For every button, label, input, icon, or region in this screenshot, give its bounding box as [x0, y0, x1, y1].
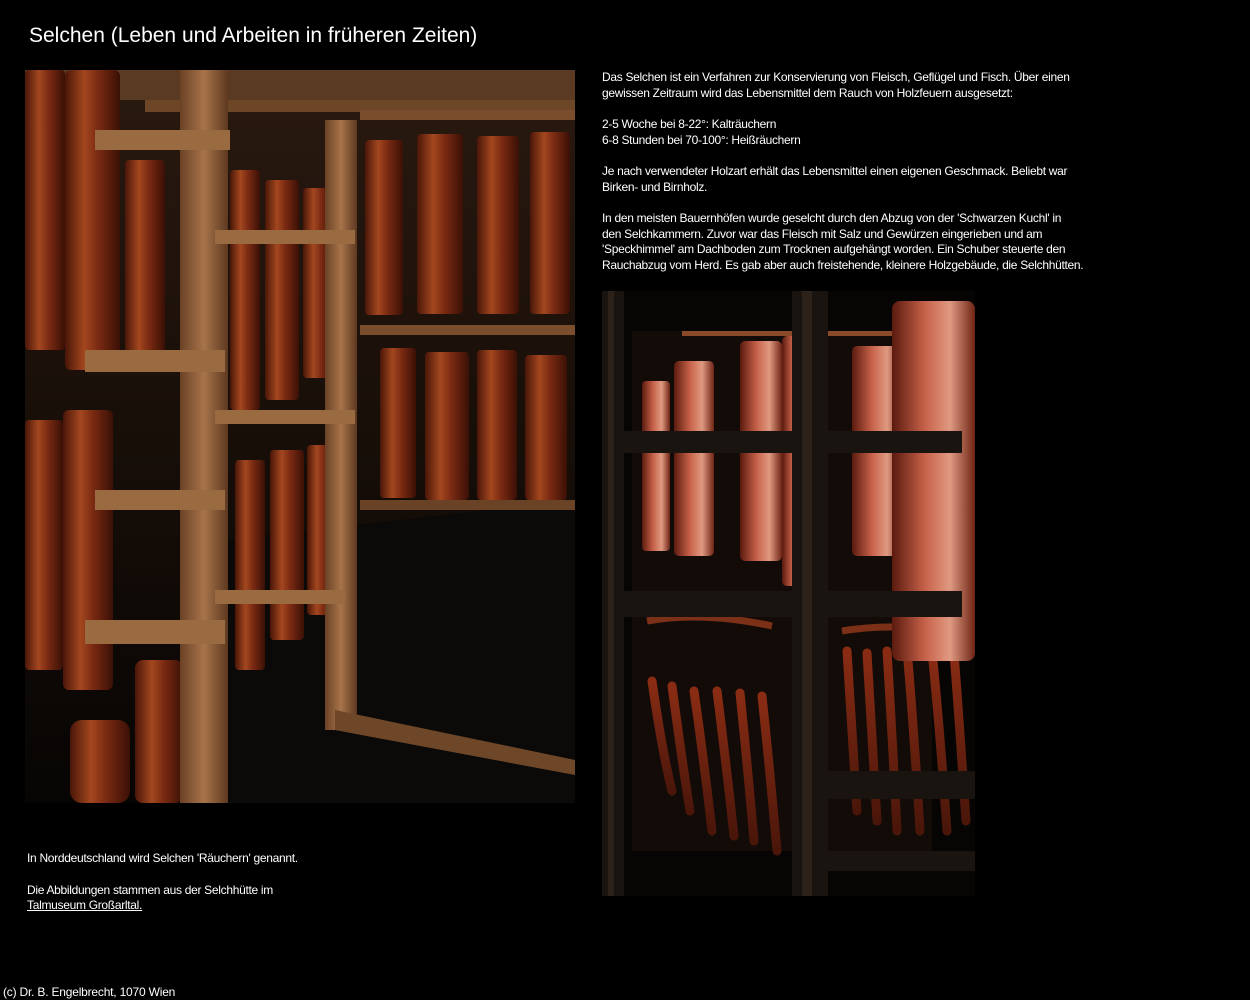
smokehouse-photo-left-image [25, 70, 575, 803]
intro-paragraph-farms [602, 211, 1122, 273]
notes-block [27, 851, 347, 930]
intro-line: Birken- und Birnholz. [602, 179, 708, 194]
intro-paragraph-methods [602, 117, 1122, 148]
note-image-source [27, 883, 347, 914]
intro-line: In den meisten Bauernhöfen wurde geselcht durch den Abzug von der 'Schwarzen Kuchl' in [602, 211, 1062, 225]
note-north-germany: In Norddeutschland wird Selchen 'Räuchern' genannt. [27, 851, 298, 865]
footer-copyright: (c) Dr. B. Engelbrecht, 1070 Wien [3, 985, 176, 999]
talmuseum-link[interactable]: Talmuseum Großarltal. [27, 898, 143, 912]
intro-line: Rauchabzug vom Herd. Es gab aber auch freistehende, kleinere Holzgebäude, die Selchhütten. [602, 257, 1084, 272]
method-cold-smoking: 2-5 Woche bei 8-22°: Kalträuchern [602, 117, 777, 131]
intro-line: 'Speckhimmel' am Dachboden zum Trocknen aufgehängt worden. Ein Schuber steuerte den [602, 242, 1066, 256]
method-hot-smoking: 6-8 Stunden bei 70-100°: Heißräuchern [602, 132, 801, 147]
smokehouse-photo-left [25, 70, 575, 803]
intro-paragraph-definition [602, 70, 1122, 101]
intro-line: den Selchkammern. Zuvor war das Fleisch mit Salz und Gewürzen eingerieben und am [602, 226, 1043, 241]
intro-paragraph-wood [602, 164, 1122, 195]
page-title: Selchen (Leben und Arbeiten in früheren Zeiten) [29, 24, 478, 47]
intro-line: Je nach verwendeter Holzart erhält das Lebensmittel einen eigenen Geschmack. Beliebt war [602, 164, 1068, 178]
smokehouse-photo-right-image [602, 291, 975, 896]
smokehouse-photo-right [602, 291, 975, 896]
intro-line: gewissen Zeitraum wird das Lebensmittel dem Rauch von Holzfeuern ausgesetzt: [602, 85, 1013, 100]
note-source-text: Die Abbildungen stammen aus der Selchhütte im [27, 882, 273, 897]
intro-text [602, 70, 1122, 289]
intro-line: Das Selchen ist ein Verfahren zur Konservierung von Fleisch, Geflügel und Fisch. Über einen [602, 70, 1070, 84]
